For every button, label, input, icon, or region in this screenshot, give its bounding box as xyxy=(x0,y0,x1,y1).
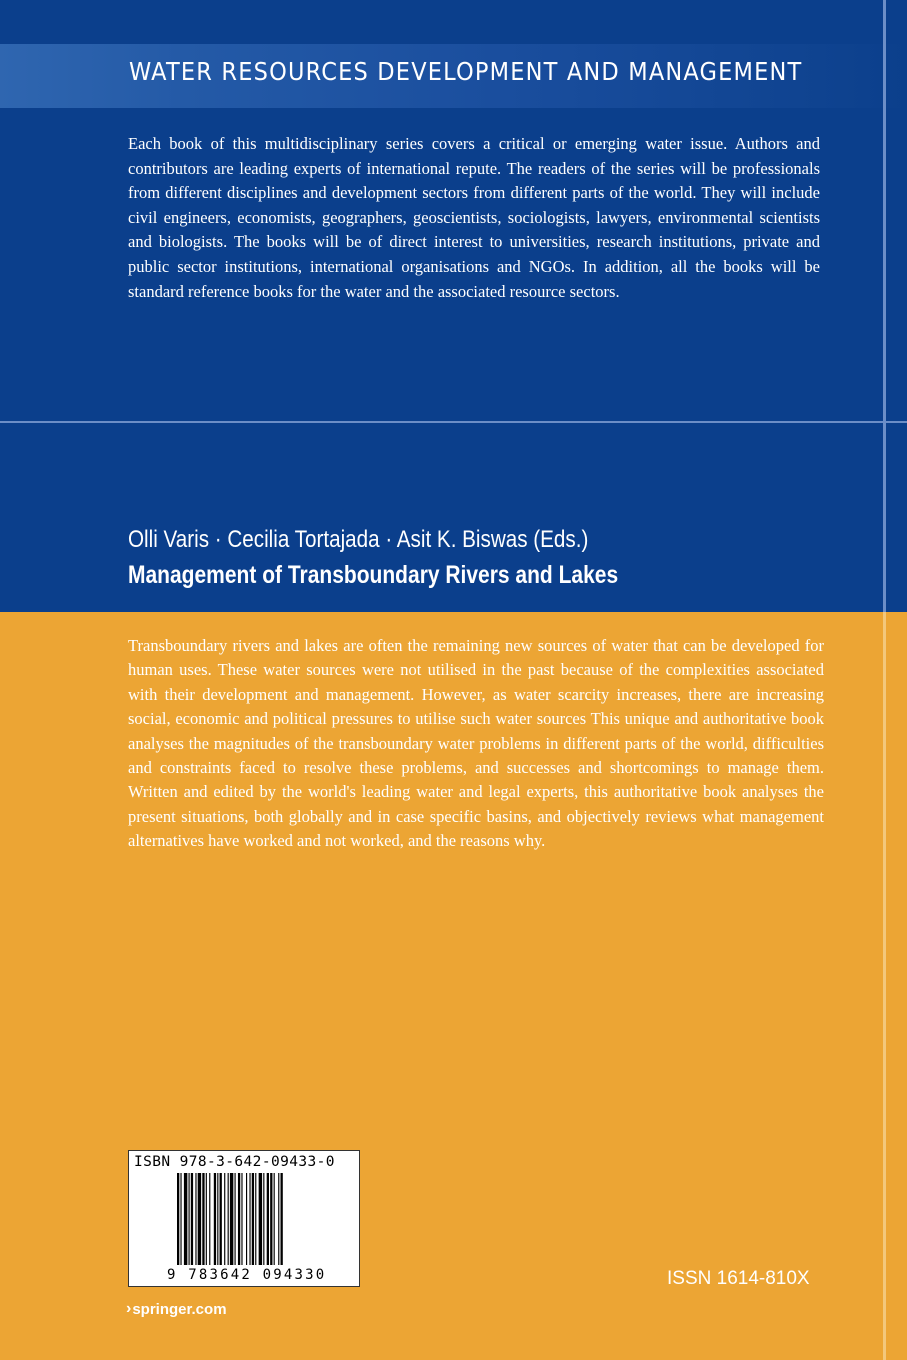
barcode-bar xyxy=(263,1173,264,1265)
barcode-bar xyxy=(246,1173,247,1265)
barcode-digits: 9 783642 094330 xyxy=(167,1267,327,1283)
barcode-bars-icon xyxy=(177,1173,317,1269)
publisher-url: springer.com xyxy=(132,1300,227,1318)
book-editors: Olli Varis · Cecilia Tortajada · Asit K. Biswas (Eds.) xyxy=(128,526,589,553)
divider-line xyxy=(0,421,907,423)
barcode-bar xyxy=(189,1173,190,1265)
barcode-bar xyxy=(184,1173,187,1265)
barcode-bar xyxy=(209,1173,210,1265)
barcode-bar xyxy=(270,1173,272,1265)
publisher-link[interactable] xyxy=(126,1300,227,1318)
barcode-bar xyxy=(202,1173,204,1265)
barcode-bar xyxy=(249,1173,250,1265)
series-description: Each book of this multidisciplinary series covers a critical or emerging water issue. Authors and contributors are leading experts of international repute. The readers of the series will be professionals from different disciplines and development sectors from different parts of the world. They will include civil engineers, economists, geographers, geoscientists, sociologists, lawyers, environmental scientists and biologists. The books will be of direct interest to universities, research institutions, private and public sector institutions, international organisations and NGOs. In addition, all the books will be standard reference books for the water and the associated resource sectors. xyxy=(128,134,820,301)
barcode-bar xyxy=(235,1173,236,1265)
barcode-bar xyxy=(255,1173,256,1265)
spine-line-lower xyxy=(883,612,886,1360)
barcode-bar xyxy=(177,1173,179,1265)
barcode-bar xyxy=(252,1173,254,1265)
book-description: Transboundary rivers and lakes are often the remaining new sources of water that can be developed for human uses. These water sources were not utilised in the past because of the complexities associated with their development and management. However, as water scarcity increases, there are increasing social, economic and political pressures to utilise such water sources This unique and authoritative book analyses the magnitudes of the transboundary water problems in different parts of the world, difficulties and constraints faced to resolve these problems, and successes and shortcomings to manage them. Written and edited by the world's leading water and legal experts, this authoritative book analyses the present situations, both globally and in case specific basins, and objectively reviews what management alternatives have worked and not worked, and the reasons why. xyxy=(128,636,824,851)
barcode-bar xyxy=(274,1173,275,1265)
barcode-bar xyxy=(214,1173,216,1265)
barcode-bar xyxy=(191,1173,193,1265)
isbn-label: ISBN 978-3-642-09433-0 xyxy=(134,1154,335,1170)
isbn-barcode xyxy=(128,1150,360,1287)
barcode-bar xyxy=(195,1173,196,1265)
barcode-bar xyxy=(259,1173,262,1265)
barcode-bar xyxy=(278,1173,279,1265)
barcode-bar xyxy=(206,1173,207,1265)
barcode-bar xyxy=(217,1173,218,1265)
barcode-bar xyxy=(241,1173,242,1265)
barcode-bar xyxy=(228,1173,229,1265)
barcode-bar xyxy=(198,1173,201,1265)
barcode-bar xyxy=(267,1173,269,1265)
chevron-right-icon: › xyxy=(126,1300,132,1317)
barcode-bar xyxy=(281,1173,283,1265)
barcode-bar xyxy=(180,1173,181,1265)
barcode-bar xyxy=(220,1173,222,1265)
barcode-bar xyxy=(230,1173,233,1265)
series-title: WATER RESOURCES DEVELOPMENT AND MANAGEMENT xyxy=(129,57,803,86)
barcode-bar xyxy=(238,1173,240,1265)
book-title: Management of Transboundary Rivers and Lakes xyxy=(128,561,619,589)
issn-number: ISSN 1614-810X xyxy=(667,1268,810,1289)
barcode-bar xyxy=(224,1173,225,1265)
